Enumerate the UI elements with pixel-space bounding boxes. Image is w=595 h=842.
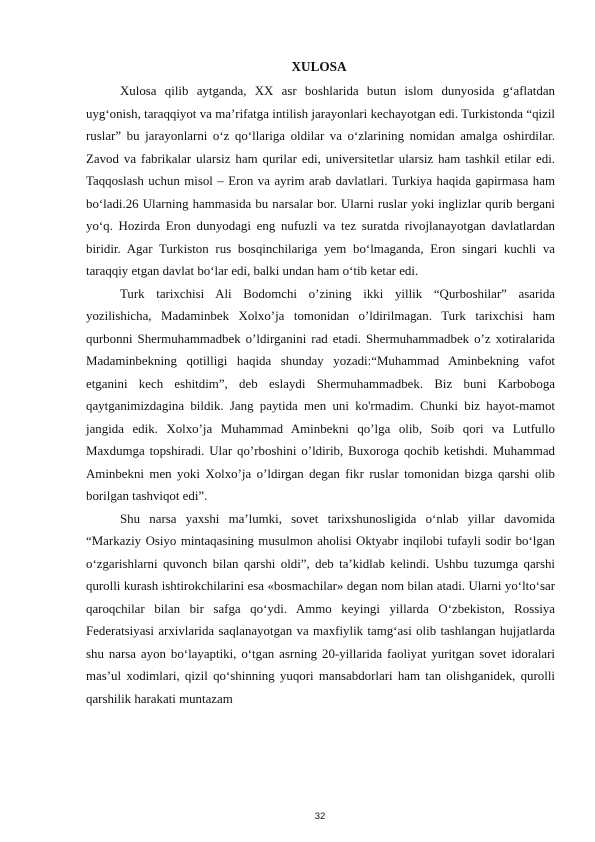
document-body xyxy=(86,80,555,710)
paragraph: Turk tarixchisi Ali Bodomchi o’zining ikki yillik “Qurboshilar” asarida yozilishicha, Madaminbek Xolxo’ja tomonidan o’ldirilmagan. Turk tarixchisi ham qurbonni Shermuhammadbek o’ldirganini rad etadi. Shermuhammadbek o’z xotiralarida Madaminbekning qotilligi haqida shunday yozadi:“Muhammad Aminbekning vafot etganini kech eshitdim”, deb eslaydi Shermuhammadbek. Biz buni Karboboga qaytganimizdagina bildik. Jang paytida men uni ko'rmadim. Chunki biz hayot-mamot jangida edik. Xolxo’ja Muhammad Aminbekni qo’lga olib, Soib qori va Lutfullo Maxdumga topshiradi. Ular qo’rboshini o’ldirib, Buxoroga qochib ketishdi. Muhammad Aminbekni men yoki Xolxo’ja o’ldirgan degan fikr ruslar tomonidan bizga qarshi olib borilgan tashviqot edi”. xyxy=(86,286,555,503)
paragraph: Shu narsa yaxshi ma’lumki, sovet tarixshunosligida o‘nlab yillar davomida “Markaziy Osiyo mintaqasining musulmon aholisi Oktyabr inqilobi tufayli sodir bo‘lgan o‘zgarishlarni quvonch bilan qarshi oldi”, deb ta’kidlab kelindi. Ushbu tuzumga qarshi qurolli kurash ishtirokchilarini esa «bosmachilar» degan nom bilan atadi. Ularni yo‘lto‘sar qaroqchilar bilan bir safga qo‘ydi. Ammo keyingi yillarda O‘zbekiston, Rossiya Federatsiyasi arxivlarida saqlanayotgan va maxfiylik tamg‘asi olib tashlangan hujjatlarda shu narsa ayon bo‘layaptiki, o‘tgan asrning 20-yillarida faoliyat yuritgan sovet idoralari mas’ul xodimlari, qizil qo‘shinning yuqori mansabdorlari ham tan olishganidek, qurolli qarshilik harakati muntazam xyxy=(86,511,555,706)
page-number: 32 xyxy=(314,811,326,822)
page-title: XULOSA xyxy=(291,59,347,74)
paragraph: Xulosa qilib aytganda, XX asr boshlarida butun islom dunyosida g‘aflatdan uyg‘onish, taraqqiyot va ma’rifatga intilish jarayonlari kechayotgan edi. Turkistonda “qizil ruslar” bu jarayonlarni o‘z qo‘llariga oldilar va o‘zlarining nomidan amalga oshirdilar. Zavod va fabrikalar ularsiz ham qurilar edi, universitetlar ularsiz ham tashkil etilar edi. Taqqoslash uchun misol – Eron va ayrim arab davlatlari. Turkiya haqida gapirmasa ham bo‘ladi.26 Ularning hammasida bu narsalar bor. Ularni ruslar yoki inglizlar qurib bergani yo‘q. Hozirda Eron dunyodagi eng nufuzli va tez suratda rivojlanayotgan davlatlardan biridir. Agar Turkiston rus bosqinchilariga yem bo‘lmaganda, Eron singari kuchli va taraqqiy etgan davlat bo‘lar edi, balki undan ham o‘tib ketar edi. xyxy=(86,84,555,278)
